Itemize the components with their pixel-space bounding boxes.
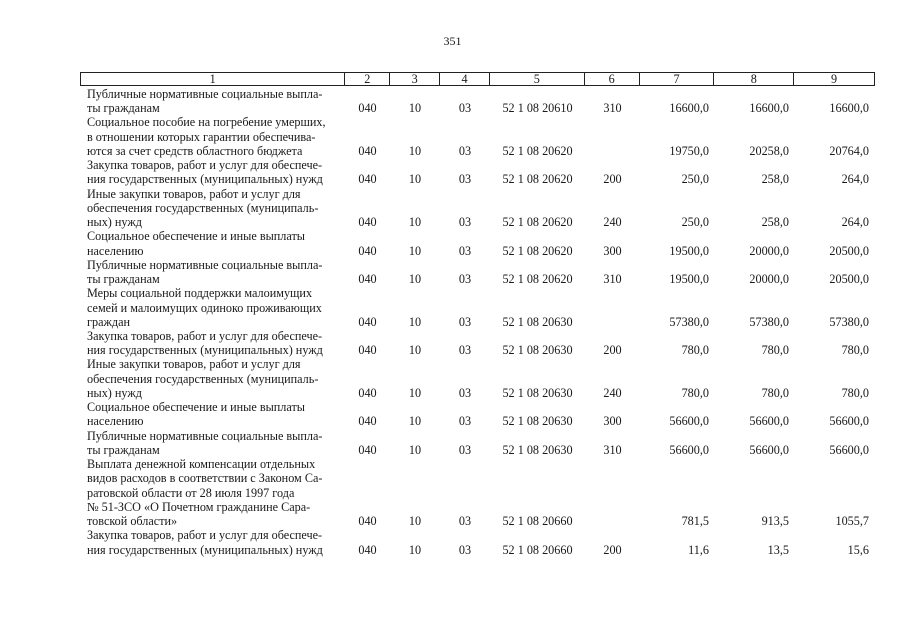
cell-c4: 03	[458, 542, 472, 557]
table-body	[80, 87, 875, 557]
table-row	[80, 400, 875, 428]
cell-c7: 250,0	[681, 215, 709, 230]
header-col-8: 8	[714, 73, 794, 85]
row-label: Социальное пособие на погребение умерших, в отношении которых гарантии обеспечива- ются за счет средств областного бюджета	[87, 115, 326, 158]
cell-c5: 52 1 08 20620	[502, 143, 573, 158]
cell-c2: 040	[358, 172, 377, 187]
cell-c8: 20000,0	[749, 243, 789, 258]
cell-c3: 10	[408, 514, 422, 529]
cell-c6: 240	[603, 215, 622, 230]
cell-c7: 250,0	[681, 172, 709, 187]
cell-c7: 19500,0	[669, 272, 709, 287]
cell-c9: 20500,0	[829, 243, 869, 258]
row-label: Социальное обеспечение и иные выплаты населению	[87, 229, 305, 258]
cell-c7: 780,0	[681, 343, 709, 358]
cell-c2: 040	[358, 243, 377, 258]
cell-c5: 52 1 08 20630	[502, 442, 573, 457]
table-row	[80, 115, 875, 158]
cell-c3: 10	[408, 442, 422, 457]
table-row	[80, 429, 875, 457]
cell-c6: 200	[603, 343, 622, 358]
table-row	[80, 187, 875, 230]
cell-c4: 03	[458, 172, 472, 187]
cell-c8: 20000,0	[749, 272, 789, 287]
header-col-5: 5	[490, 73, 585, 85]
cell-c4: 03	[458, 272, 472, 287]
cell-c5: 52 1 08 20660	[502, 514, 573, 529]
cell-c9: 20764,0	[829, 143, 869, 158]
cell-c3: 10	[408, 385, 422, 400]
cell-c8: 913,5	[761, 514, 789, 529]
cell-c7: 57380,0	[669, 314, 709, 329]
header-col-9: 9	[831, 72, 838, 86]
cell-c2: 040	[358, 442, 377, 457]
cell-c3: 10	[408, 414, 422, 429]
cell-c8: 20258,0	[749, 143, 789, 158]
cell-c2: 040	[358, 542, 377, 557]
cell-c4: 03	[458, 514, 472, 529]
cell-c3: 10	[408, 172, 422, 187]
cell-c3: 10	[408, 542, 422, 557]
table-row	[80, 87, 875, 115]
row-label: Меры социальной поддержки малоимущих семей и малоимущих одиноко проживающих граждан	[87, 286, 322, 329]
cell-c6: 310	[603, 272, 622, 287]
table-row	[80, 528, 875, 556]
cell-c2: 040	[358, 343, 377, 358]
cell-c2: 040	[358, 314, 377, 329]
cell-c7: 16600,0	[669, 101, 709, 116]
cell-c9: 264,0	[841, 215, 869, 230]
row-label: Иные закупки товаров, работ и услуг для обеспечения государственных (муниципаль- ных) нужд	[87, 186, 319, 230]
header-col-6: 6	[585, 73, 640, 85]
cell-c7: 781,5	[681, 514, 709, 529]
cell-c3: 10	[408, 101, 422, 116]
cell-c8: 780,0	[761, 343, 789, 358]
cell-c3: 10	[408, 143, 422, 158]
cell-c5: 52 1 08 20630	[502, 343, 573, 358]
cell-c6: 300	[603, 414, 622, 429]
header-col-3: 3	[390, 73, 440, 85]
row-label: Публичные нормативные социальные выпла- ты гражданам	[87, 87, 323, 116]
cell-c5: 52 1 08 20630	[502, 385, 573, 400]
row-label: Публичные нормативные социальные выпла- ты гражданам	[87, 428, 323, 457]
cell-c2: 040	[358, 514, 377, 529]
page-number: 351	[443, 34, 462, 48]
row-label: Закупка товаров, работ и услуг для обеспече- ния государственных (муниципальных) нужд	[87, 328, 323, 358]
table-header	[80, 72, 875, 86]
cell-c5: 52 1 08 20620	[502, 243, 573, 258]
cell-c7: 11,6	[688, 542, 709, 557]
table-row	[80, 158, 875, 186]
cell-c8: 56600,0	[749, 414, 789, 429]
row-label: Закупка товаров, работ и услуг для обеспече- ния государственных (муниципальных) нужд	[87, 158, 323, 187]
cell-c4: 03	[458, 314, 472, 329]
row-label: Иные закупки товаров, работ и услуг для обеспечения государственных (муниципаль- ных) нужд	[87, 357, 319, 400]
cell-c3: 10	[408, 243, 422, 258]
cell-c4: 03	[458, 215, 472, 230]
cell-c6: 310	[603, 442, 622, 457]
cell-c4: 03	[458, 343, 472, 358]
cell-c7: 56600,0	[669, 442, 709, 457]
cell-c9: 16600,0	[829, 101, 869, 116]
cell-c2: 040	[358, 101, 377, 116]
cell-c8: 56600,0	[749, 442, 789, 457]
cell-c4: 03	[458, 143, 472, 158]
cell-c5: 52 1 08 20620	[502, 215, 573, 230]
header-col-2: 2	[345, 73, 390, 85]
cell-c4: 03	[458, 243, 472, 258]
cell-c9: 1055,7	[835, 514, 869, 529]
cell-c7: 19750,0	[669, 143, 709, 158]
table-row	[80, 258, 875, 286]
cell-c6: 300	[603, 243, 622, 258]
cell-c7: 19500,0	[669, 243, 709, 258]
cell-c9: 780,0	[841, 343, 869, 358]
table-row	[80, 229, 875, 257]
cell-c9: 20500,0	[829, 272, 869, 287]
cell-c8: 57380,0	[749, 314, 789, 329]
cell-c8: 13,5	[767, 542, 789, 557]
cell-c6: 240	[603, 385, 622, 400]
cell-c2: 040	[358, 215, 377, 230]
cell-c2: 040	[358, 385, 377, 400]
cell-c7: 56600,0	[669, 414, 709, 429]
cell-c9: 15,6	[847, 542, 869, 557]
cell-c3: 10	[408, 215, 422, 230]
cell-c9: 264,0	[841, 172, 869, 187]
cell-c8: 258,0	[761, 215, 789, 230]
cell-c5: 52 1 08 20610	[502, 101, 573, 116]
row-label: Закупка товаров, работ и услуг для обеспече- ния государственных (муниципальных) нужд	[87, 528, 323, 557]
cell-c9: 780,0	[841, 385, 869, 400]
row-label: Социальное обеспечение и иные выплаты населению	[87, 400, 305, 429]
cell-c8: 16600,0	[749, 101, 789, 116]
table-row	[80, 286, 875, 329]
row-label: Выплата денежной компенсации отдельных видов расходов в соответствии с Законом Са- ратовской области от 28 июля 1997 года № 51-ЗСО «О Почетном гражданине Сара- товской области»	[87, 457, 323, 529]
cell-c6: 310	[603, 101, 622, 116]
table-row	[80, 329, 875, 357]
cell-c2: 040	[358, 143, 377, 158]
table-row	[80, 357, 875, 400]
cell-c4: 03	[458, 414, 472, 429]
cell-c8: 258,0	[761, 172, 789, 187]
cell-c3: 10	[408, 314, 422, 329]
cell-c6: 200	[603, 542, 622, 557]
cell-c9: 56600,0	[829, 414, 869, 429]
cell-c5: 52 1 08 20660	[502, 542, 573, 557]
header-col-4: 4	[440, 73, 490, 85]
cell-c9: 57380,0	[829, 314, 869, 329]
cell-c4: 03	[458, 442, 472, 457]
cell-c4: 03	[458, 385, 472, 400]
cell-c3: 10	[408, 343, 422, 358]
cell-c5: 52 1 08 20630	[502, 414, 573, 429]
cell-c8: 780,0	[761, 385, 789, 400]
header-col-7: 7	[640, 73, 715, 85]
cell-c2: 040	[358, 414, 377, 429]
cell-c5: 52 1 08 20620	[502, 172, 573, 187]
cell-c6: 200	[603, 172, 622, 187]
cell-c5: 52 1 08 20630	[502, 314, 573, 329]
cell-c5: 52 1 08 20620	[502, 272, 573, 287]
cell-c2: 040	[358, 272, 377, 287]
cell-c4: 03	[458, 101, 472, 116]
header-col-1: 1	[81, 73, 345, 85]
cell-c7: 780,0	[681, 385, 709, 400]
row-label: Публичные нормативные социальные выпла- ты гражданам	[87, 257, 323, 287]
cell-c3: 10	[408, 272, 422, 287]
table-row	[80, 457, 875, 528]
cell-c9: 56600,0	[829, 442, 869, 457]
